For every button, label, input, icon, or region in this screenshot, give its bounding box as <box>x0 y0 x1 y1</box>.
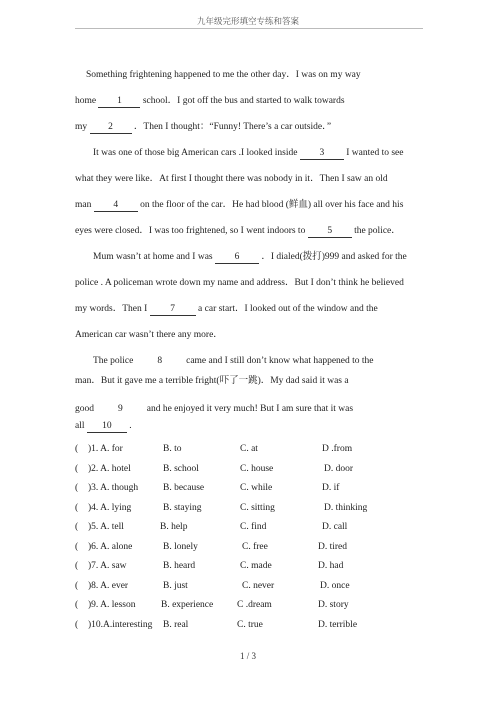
passage-line-4 <box>93 147 403 160</box>
text-segment: the police． <box>354 226 401 236</box>
text-segment: . <box>129 421 132 431</box>
option-d[interactable]: D. tired <box>318 542 348 552</box>
text-segment: home <box>75 96 97 106</box>
option-b[interactable]: B. help <box>160 522 188 532</box>
blank-10[interactable]: 10 <box>87 421 127 433</box>
option-b[interactable]: B. lonely <box>163 542 198 552</box>
option-d[interactable]: D. terrible <box>318 620 358 630</box>
passage-line-2 <box>75 95 345 108</box>
header-divider <box>75 28 423 29</box>
text-segment: a car start．I looked out of the window and the <box>198 304 378 314</box>
passage-line-10 <box>75 303 378 316</box>
passage-line-1: Something frightening happened to me the other day．I was on my way <box>86 70 361 80</box>
text-segment: my <box>75 122 88 132</box>
option-a[interactable]: )10.A.interesting <box>88 620 153 630</box>
option-a[interactable]: )7. A. saw <box>88 561 127 571</box>
page-number: 1 / 3 <box>239 651 256 661</box>
answer-paren[interactable]: ( <box>75 464 79 474</box>
option-a[interactable]: )5. A. tell <box>88 522 124 532</box>
text-segment: ．I dialed(拨打)999 and asked for the <box>261 252 407 262</box>
option-c[interactable]: C. true <box>237 620 263 630</box>
text-segment: school．I got off the bus and started to walk towards <box>142 96 345 106</box>
passage-line-13: man．But it gave me a terrible fright(吓了一跳)．My dad said it was a <box>75 376 349 386</box>
blank-3[interactable]: 3 <box>300 148 344 160</box>
text-segment: came and I still don’t know what happened to the <box>186 356 374 366</box>
option-a[interactable]: )1. A. for <box>88 444 123 454</box>
option-b[interactable]: B. school <box>163 464 199 474</box>
passage-line-6 <box>75 199 403 212</box>
option-d[interactable]: D .from <box>322 444 353 454</box>
option-c[interactable]: C. sitting <box>240 503 275 513</box>
option-c[interactable]: C. free <box>242 542 268 552</box>
text-segment: The police <box>93 356 134 366</box>
passage-line-7 <box>75 225 401 238</box>
text-segment: man <box>75 200 92 210</box>
option-d[interactable]: D. if <box>322 483 340 493</box>
option-a[interactable]: )8. A. ever <box>88 581 129 591</box>
option-b[interactable]: B. staying <box>163 503 202 513</box>
option-b[interactable]: B. heard <box>163 561 196 571</box>
blank-1[interactable]: 1 <box>98 96 140 108</box>
option-c[interactable]: C. find <box>240 522 267 532</box>
option-c[interactable]: C. never <box>242 581 275 591</box>
answer-paren[interactable]: ( <box>75 542 79 552</box>
option-a[interactable]: )6. A. alone <box>88 542 133 552</box>
blank-7[interactable]: 7 <box>150 304 196 316</box>
option-a[interactable]: )2. A. hotel <box>88 464 131 474</box>
answer-paren[interactable]: ( <box>75 620 79 630</box>
option-c[interactable]: C. while <box>240 483 273 493</box>
blank-9[interactable]: 9 <box>118 404 123 414</box>
text-segment: my words．Then I <box>75 304 148 314</box>
answer-paren[interactable]: ( <box>75 503 79 513</box>
answer-paren[interactable]: ( <box>75 522 79 532</box>
option-b[interactable]: B. experience <box>161 600 214 610</box>
option-c[interactable]: C. house <box>240 464 274 474</box>
blank-8[interactable]: 8 <box>157 356 163 366</box>
text-segment: Mum wasn’t at home and I was <box>93 252 213 262</box>
text-segment: I wanted to see <box>346 148 404 158</box>
option-a[interactable]: )3. A. though <box>88 483 139 493</box>
passage-line-9: police . A policeman wrote down my name and address．But I don’t think he believed <box>75 278 404 288</box>
option-a[interactable]: )4. A. lying <box>88 503 132 513</box>
option-b[interactable]: B. because <box>163 483 205 493</box>
option-d[interactable]: D. door <box>324 464 354 474</box>
text-segment: It was one of those big American cars .I looked inside <box>93 148 298 158</box>
passage-line-3 <box>75 121 331 134</box>
text-segment: eyes were closed．I was too frightened, so I went indoors to <box>75 226 306 236</box>
blank-4[interactable]: 4 <box>94 200 138 212</box>
answer-paren[interactable]: ( <box>75 444 79 454</box>
blank-2[interactable]: 2 <box>90 122 132 134</box>
blank-5[interactable]: 5 <box>308 226 352 238</box>
passage-line-8 <box>93 251 407 264</box>
option-d[interactable]: D. story <box>318 600 349 610</box>
text-segment: on the floor of the car．He had blood (鲜血) all over his face and his <box>140 200 404 210</box>
blank-6[interactable]: 6 <box>215 252 259 264</box>
answer-paren[interactable]: ( <box>75 561 79 571</box>
passage-line-15 <box>75 420 132 433</box>
text-segment: and he enjoyed it very much! But I am sure that it was <box>146 404 354 414</box>
option-d[interactable]: D. call <box>322 522 348 532</box>
text-segment: ．Then I thought：“Funny! There’s a car outside．” <box>133 122 332 132</box>
answer-paren[interactable]: ( <box>75 581 79 591</box>
option-c[interactable]: C. at <box>240 444 258 454</box>
answer-paren[interactable]: ( <box>75 600 79 610</box>
option-a[interactable]: )9. A. lesson <box>88 600 136 610</box>
passage-line-14 <box>75 403 353 415</box>
passage-line-12 <box>93 355 374 367</box>
passage-line-5: what they were like．At first I thought there was nobody in it．Then I saw an old <box>75 174 388 184</box>
page-header-title: 九年级完形填空专练和答案 <box>196 16 299 26</box>
text-segment: good <box>75 404 94 414</box>
option-d[interactable]: D. once <box>320 581 350 591</box>
text-segment: all <box>75 421 85 431</box>
option-b[interactable]: B. to <box>163 444 182 454</box>
option-c[interactable]: C .dream <box>237 600 272 610</box>
answer-paren[interactable]: ( <box>75 483 79 493</box>
option-d[interactable]: D. had <box>318 561 344 571</box>
option-d[interactable]: D. thinking <box>324 503 368 513</box>
option-b[interactable]: B. real <box>163 620 189 630</box>
option-b[interactable]: B. just <box>163 581 188 591</box>
passage-line-11: American car wasn’t there any more． <box>75 330 223 340</box>
option-c[interactable]: C. made <box>240 561 272 571</box>
